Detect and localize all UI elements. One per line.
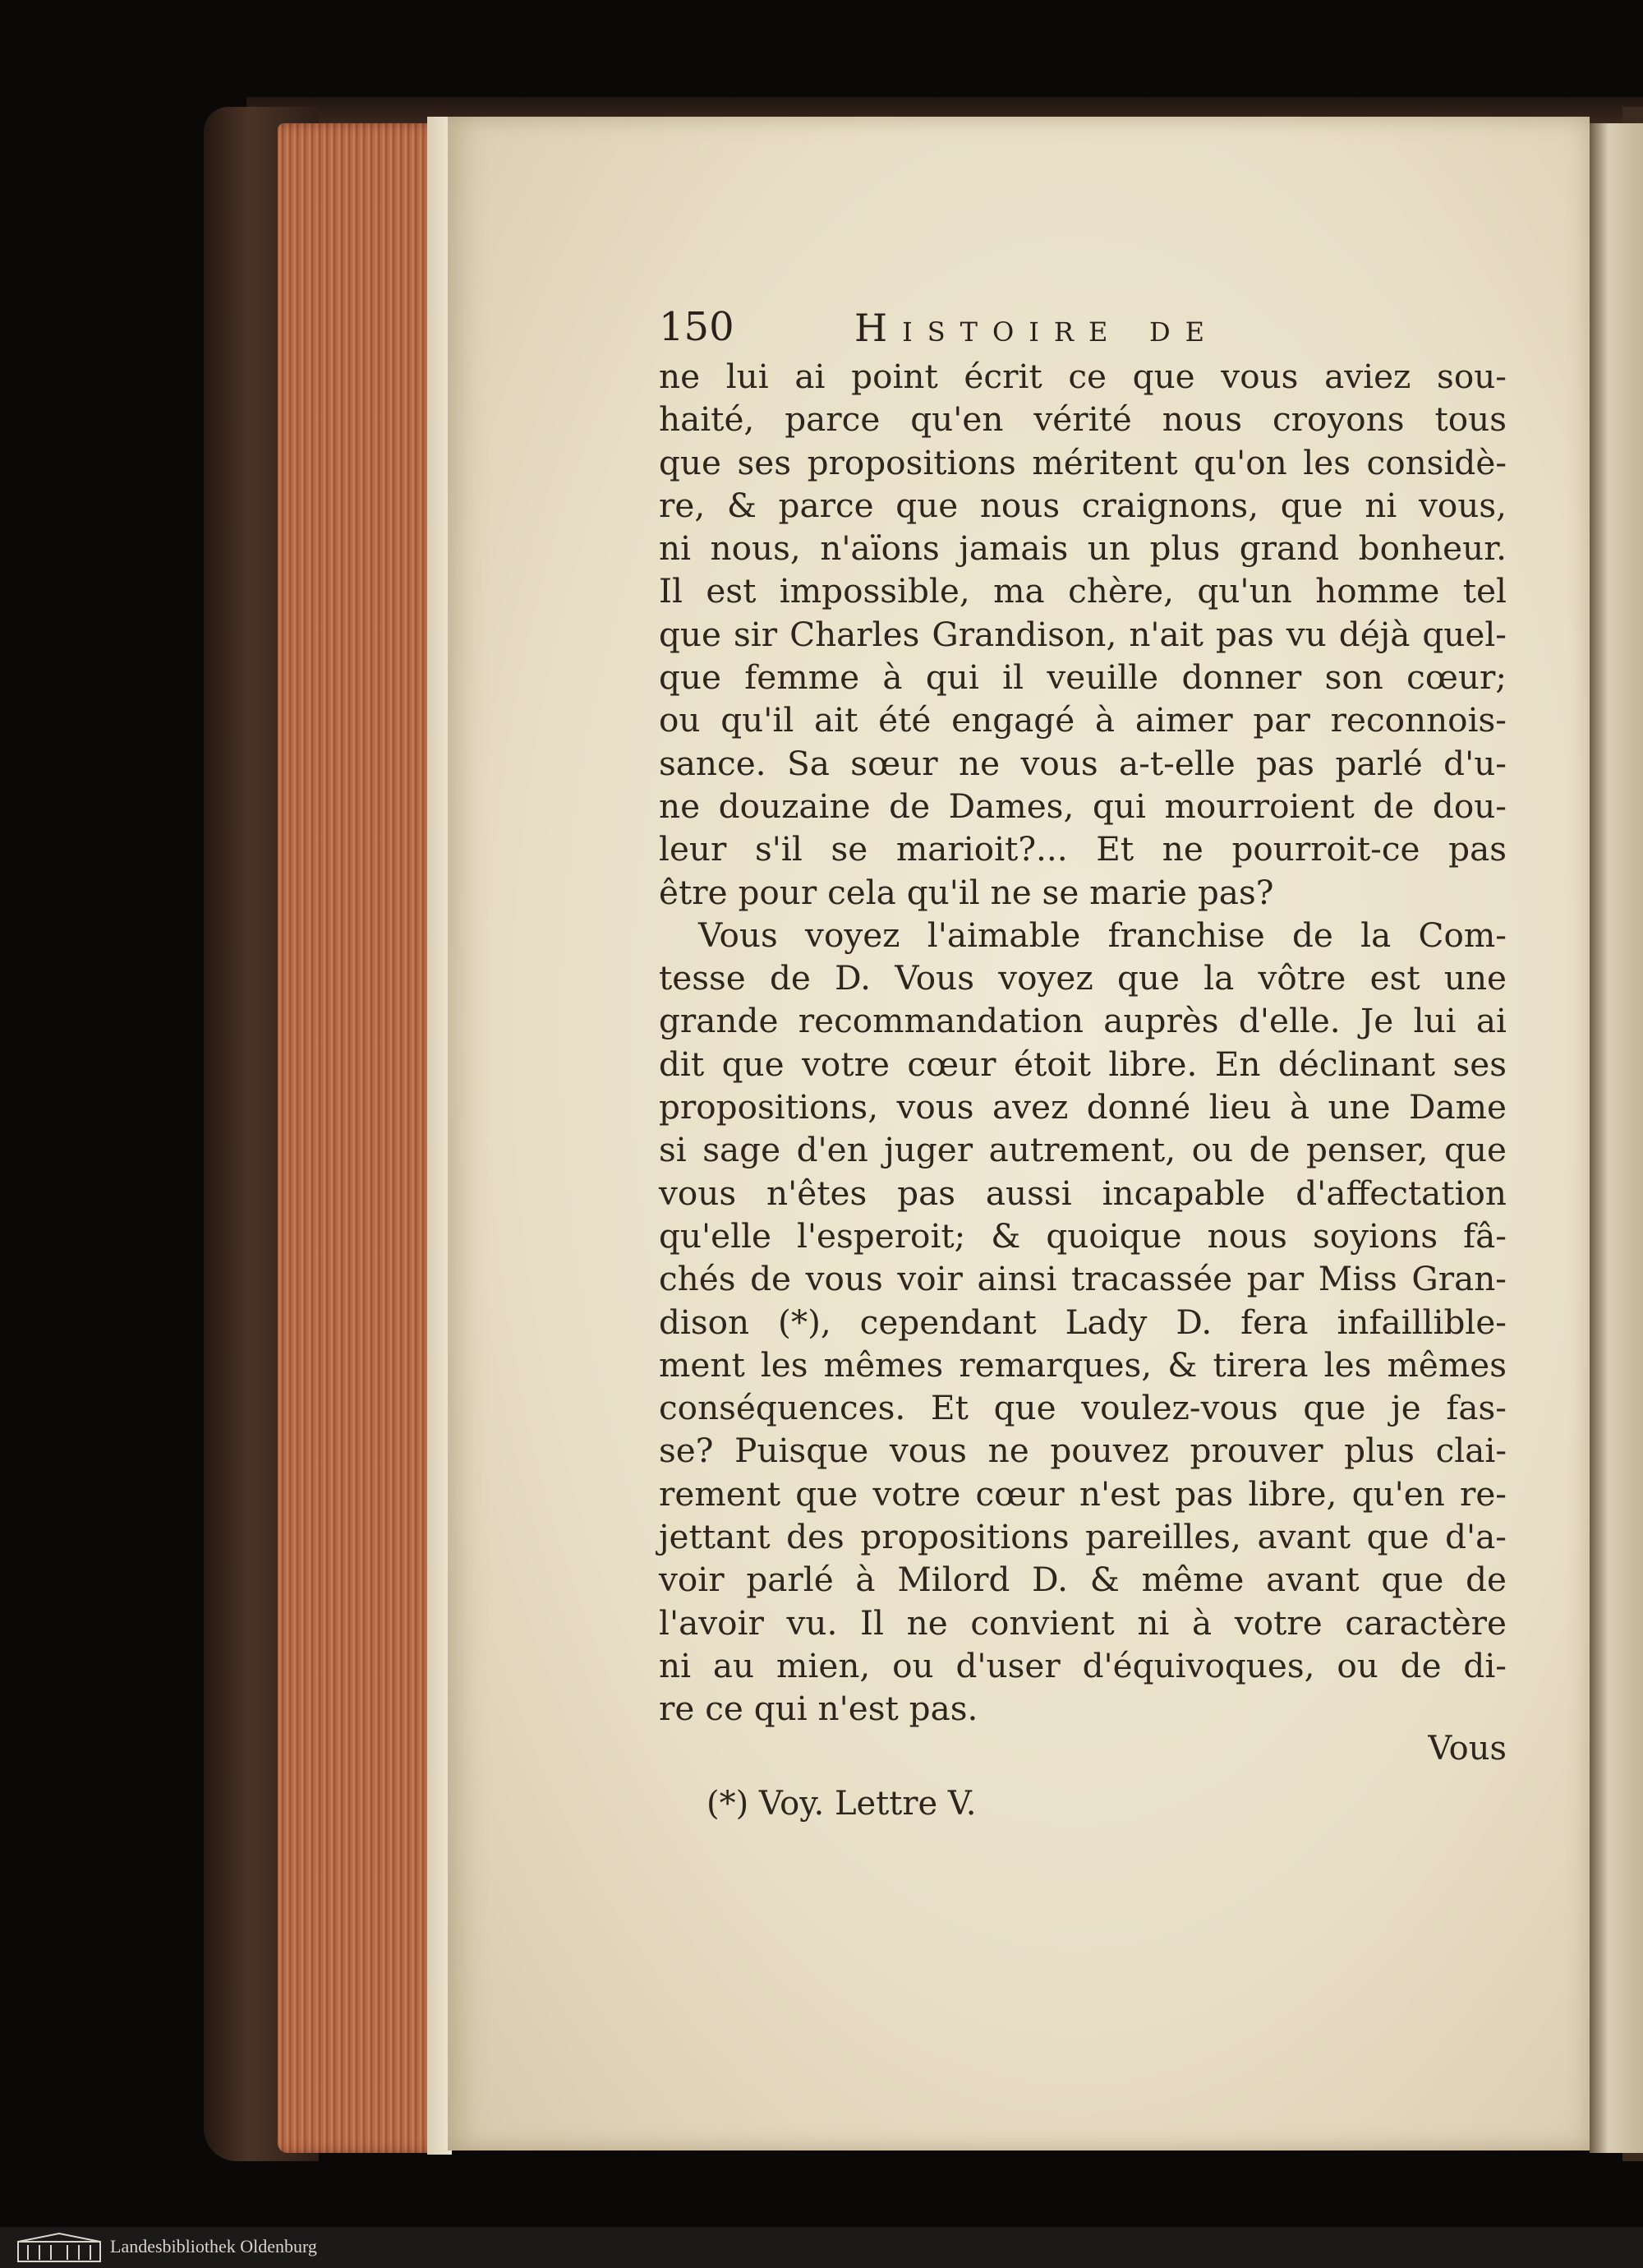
text-line: dit que votre cœur étoit libre. En déclinant ses: [659, 1044, 1507, 1084]
text-line: grande recommandation auprès d'elle. Je lui ai: [659, 1001, 1507, 1041]
text-line: conséquences. Et que voulez-vous que je fas-: [659, 1388, 1507, 1428]
running-title: Histoire de: [854, 306, 1219, 350]
text-line: se? Puisque vous ne pouvez prouver plus clai-: [659, 1431, 1507, 1471]
text-line: ment les mêmes remarques, & tirera les mêmes: [659, 1344, 1507, 1385]
text-line: jettant des propositions pareilles, avant que d'a-: [659, 1517, 1507, 1557]
text-line: ne lui ai point écrit ce que vous aviez sou-: [659, 357, 1507, 396]
text-line: qu'elle l'esperoit; & quoique nous soyions fâ-: [659, 1215, 1507, 1256]
text-line: ou qu'il ait été engagé à aimer par reconnois-: [659, 700, 1507, 740]
facing-page-edge: [1590, 123, 1643, 2153]
text-line: ni nous, n'aïons jamais un plus grand bonheur.: [659, 528, 1507, 569]
text-line: tesse de D. Vous voyez que la vôtre est une: [659, 958, 1507, 998]
text-line: leur s'il se marioit?... Et ne pourroit-ce pas: [659, 829, 1507, 869]
text-line: propositions, vous avez donné lieu à une Dame: [659, 1087, 1507, 1127]
text-line: si sage d'en juger autrement, ou de penser, que: [659, 1130, 1507, 1170]
text-line: vous n'êtes pas aussi incapable d'affectation: [659, 1173, 1507, 1213]
text-line: voir parlé à Milord D. & même avant que de: [659, 1560, 1507, 1600]
text-line: haité, parce qu'en vérité nous croyons tous: [659, 399, 1507, 440]
library-building-icon: [16, 2232, 102, 2263]
text-line: chés de vous voir ainsi tracassée par Miss Gran-: [659, 1259, 1507, 1299]
text-line: dison (*), cependant Lady D. fera infaillible-: [659, 1302, 1507, 1342]
page-edges: [278, 123, 450, 2153]
text-line: rement que votre cœur n'est pas libre, qu'en re-: [659, 1473, 1507, 1514]
text-line: être pour cela qu'il ne se marie pas?: [659, 872, 1274, 912]
text-line: ne douzaine de Dames, qui mourroient de dou-: [659, 786, 1507, 826]
text-line: Vous voyez l'aimable franchise de la Com-: [698, 915, 1507, 955]
footnote: (*) Voy. Lettre V.: [706, 1785, 977, 1823]
page-number: 150: [659, 304, 734, 350]
text-line: que ses propositions méritent qu'on les considè-: [659, 442, 1507, 482]
text-line: l'avoir vu. Il ne convient ni à votre caractère: [659, 1602, 1507, 1643]
text-line: Il est impossible, ma chère, qu'un homme tel: [659, 571, 1507, 611]
text-line: re, & parce que nous craignons, que ni vous,: [659, 485, 1507, 525]
library-name: Landesbibliothek Oldenburg: [110, 2236, 317, 2256]
text-line: re ce qui n'est pas.: [659, 1689, 978, 1729]
text-line: que sir Charles Grandison, n'ait pas vu déjà quel-: [659, 614, 1507, 654]
catchword: Vous: [1428, 1730, 1507, 1768]
body-text: [659, 355, 1507, 1731]
text-line: que femme à qui il veuille donner son cœur;: [659, 657, 1507, 698]
text-line: ni au mien, ou d'user d'équivoques, ou de di-: [659, 1645, 1507, 1685]
text-line: sance. Sa sœur ne vous a-t-elle pas parlé d'u-: [659, 743, 1507, 783]
